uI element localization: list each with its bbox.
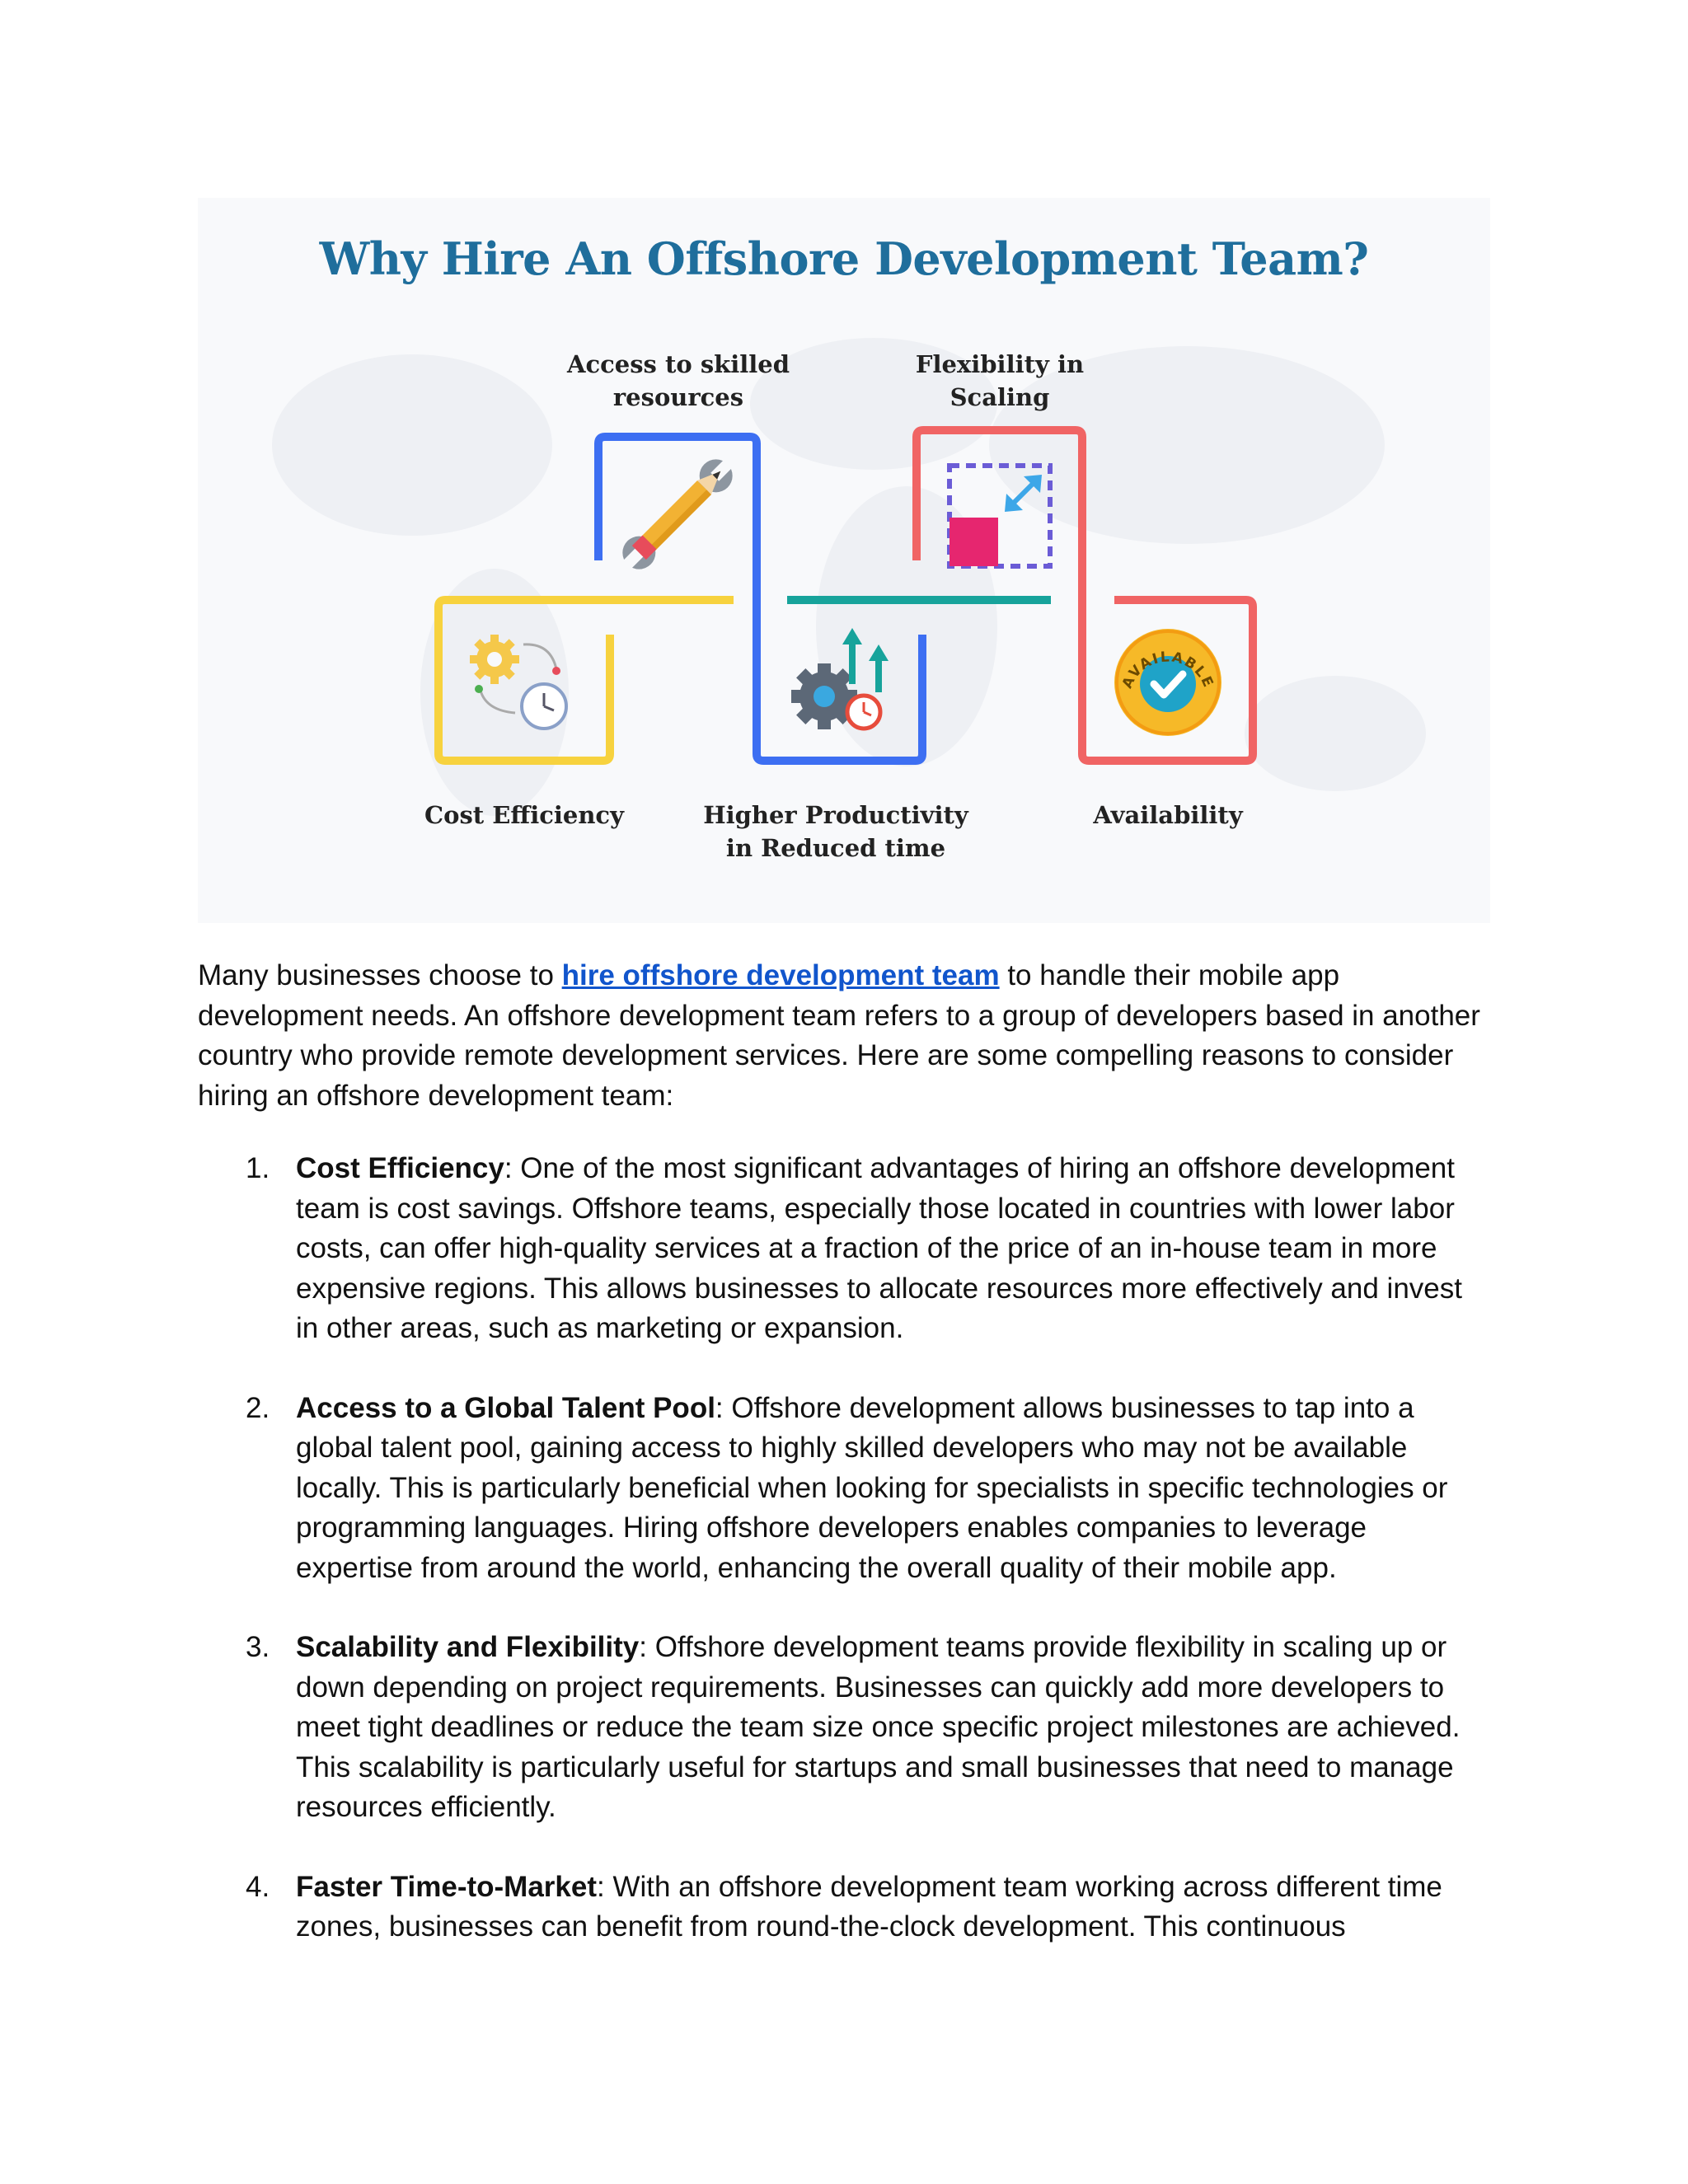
list-item xyxy=(198,1389,1484,1589)
reasons-list xyxy=(198,1149,1484,1947)
list-item-text: : Offshore development allows businesses to tap into a global talent pool, gaining access to highly skilled developers who may not be available locally. This is particularly beneficial when looking for specialists in specific technologies or programming languages. Hiring offshore developers enables companies to leverage expertise from around the world, enhancing the overall quality of their mobile app. xyxy=(296,1391,1448,1584)
label-flexibility xyxy=(851,348,1148,414)
label-cost: Cost Efficiency xyxy=(424,801,624,829)
scaling-icon xyxy=(950,466,1050,566)
tools-icon xyxy=(612,449,743,579)
infographic xyxy=(198,198,1490,923)
list-number: 2. xyxy=(246,1391,270,1424)
label-productivity-line2: in Reduced time xyxy=(725,834,946,862)
infographic-title: Why Hire An Offshore Development Team? xyxy=(319,232,1369,285)
intro-text-before: Many businesses choose to xyxy=(198,959,562,991)
list-item-text: : One of the most significant advantages of hiring an offshore development team is cost savings. Offshore teams, especially those located in countries with lower labor costs, can offer high-quality services at a fraction of the price of an in-house team in more expensive regions. This allows businesses to allocate resources more effectively and invest in other areas, such as marketing or expansion. xyxy=(296,1152,1462,1344)
list-number: 3. xyxy=(246,1631,270,1663)
article-body xyxy=(198,956,1484,1987)
list-item-title: Faster Time-to-Market xyxy=(296,1870,598,1903)
badge-text: AVAILABLE xyxy=(1118,649,1217,691)
label-productivity xyxy=(687,799,984,865)
label-flexibility-line2: Scaling xyxy=(950,383,1050,411)
list-item-title: Access to a Global Talent Pool xyxy=(296,1391,715,1424)
list-number: 4. xyxy=(246,1870,270,1903)
label-flexibility-line1: Flexibility in xyxy=(915,350,1085,378)
list-item xyxy=(198,1149,1484,1349)
list-item xyxy=(198,1628,1484,1828)
list-item-text: : With an offshore development team working across different time zones, businesses can benefit from round-the-clock development. This continuous xyxy=(296,1870,1442,1943)
label-productivity-line1: Higher Productivity xyxy=(703,801,968,829)
list-item-title: Scalability and Flexibility xyxy=(296,1631,640,1663)
label-access-line1: Access to skilled xyxy=(566,350,790,378)
list-item-text: : Offshore development teams provide flexibility in scaling up or down depending on project requirements. Businesses can quickly add more developers to meet tight deadlines or reduce the team size once specific project milestones are achieved. This scalability is particularly useful for startups and small businesses that need to manage resources efficiently. xyxy=(296,1631,1461,1823)
intro-text-after: to handle their mobile app development needs. An offshore development team refers to a group of developers based in another country who provide remote development services. Here are some compelling reasons to consider hiring an offshore development team: xyxy=(198,959,1480,1112)
hire-offshore-link[interactable]: hire offshore development team xyxy=(561,959,1000,991)
list-number: 1. xyxy=(246,1152,270,1184)
label-availability: Availability xyxy=(1093,801,1243,829)
label-access-line2: resources xyxy=(612,383,744,411)
label-access xyxy=(530,348,827,414)
intro-paragraph xyxy=(198,956,1484,1116)
list-item xyxy=(198,1868,1484,1947)
list-item-title: Cost Efficiency xyxy=(296,1152,504,1184)
available-badge-icon xyxy=(1114,629,1221,736)
